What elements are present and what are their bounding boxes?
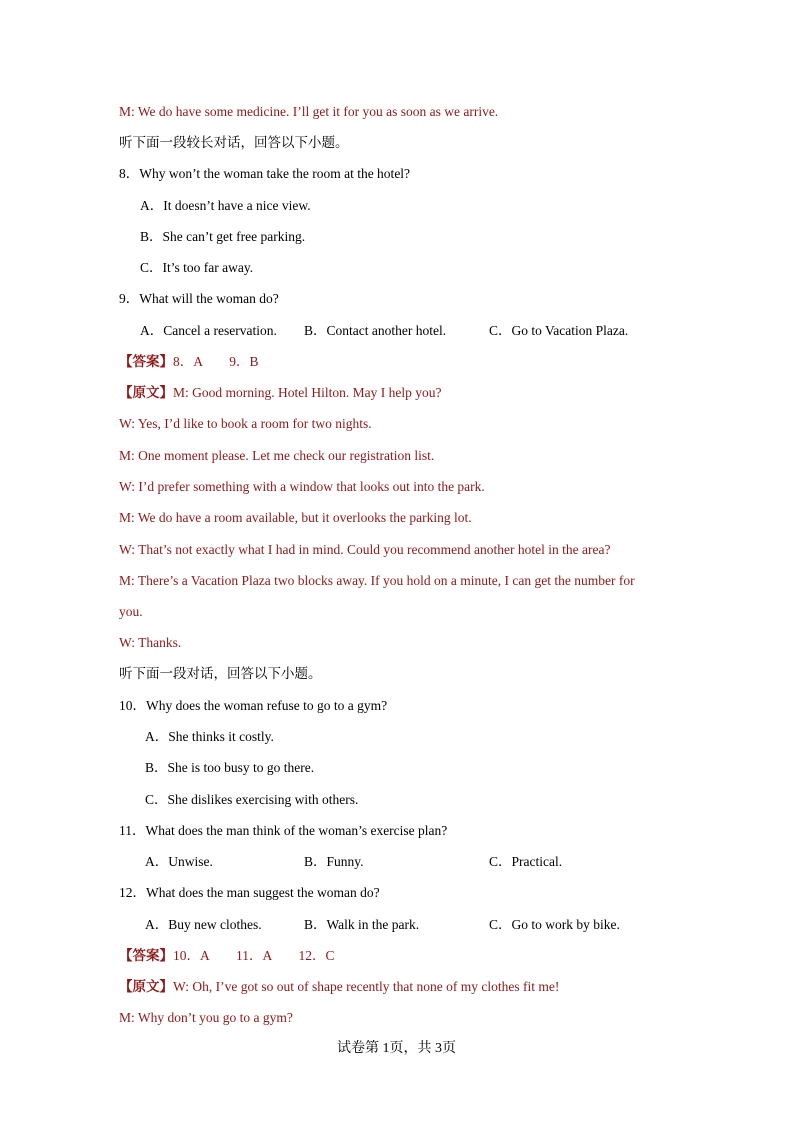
question-9-stem: 9．What will the woman do?: [119, 291, 279, 306]
question-9-option-a: A．Cancel a reservation.: [140, 323, 277, 338]
transcript-tag: 【原文】: [119, 979, 173, 994]
transcript-line: M: One moment please. Let me check our registration list.: [119, 448, 435, 463]
transcript-line: W: That’s not exactly what I had in mind. Could you recommend another hotel in the area?: [119, 542, 611, 557]
question-11-option-b: B．Funny.: [304, 854, 364, 869]
question-11-option-a: A．Unwise.: [145, 854, 213, 869]
section-instruction: 听下面一段较长对话，回答以下小题。: [119, 135, 349, 150]
question-10-option-c: C．She dislikes exercising with others.: [145, 792, 359, 807]
question-10-option-a: A．She thinks it costly.: [145, 729, 274, 744]
answer-text: 10．A 11．A 12．C: [173, 948, 335, 963]
question-9-option-c: C．Go to Vacation Plaza.: [489, 323, 629, 338]
question-12-stem: 12．What does the man suggest the woman do?: [119, 885, 380, 900]
question-9-option-b: B．Contact another hotel.: [304, 323, 447, 338]
transcript-text: M: Good morning. Hotel Hilton. May I help you?: [173, 385, 442, 400]
question-8-option-a: A．It doesn’t have a nice view.: [140, 198, 311, 213]
transcript-1-first: [119, 384, 441, 402]
answer-key-1: [119, 353, 259, 371]
transcript-line: M: Why don’t you go to a gym?: [119, 1010, 293, 1025]
page-footer: 试卷第 1页，共 3页: [337, 1041, 456, 1056]
transcript-line: M: We do have a room available, but it overlooks the parking lot.: [119, 510, 472, 525]
question-8-stem: 8．Why won’t the woman take the room at the hotel?: [119, 166, 411, 181]
transcript-line: M: We do have some medicine. I’ll get it for you as soon as we arrive.: [119, 104, 499, 119]
transcript-2-first: [119, 978, 559, 996]
answer-tag: 【答案】: [119, 354, 173, 369]
question-8-option-b: B．She can’t get free parking.: [140, 229, 306, 244]
transcript-line: W: Yes, I’d like to book a room for two nights.: [119, 416, 372, 431]
question-10-stem: 10．Why does the woman refuse to go to a gym?: [119, 698, 388, 713]
question-11-option-c: C．Practical.: [489, 854, 563, 869]
section-instruction: 听下面一段对话，回答以下小题。: [119, 666, 322, 681]
transcript-line: W: Thanks.: [119, 635, 182, 650]
question-12-option-a: A．Buy new clothes.: [145, 917, 262, 932]
transcript-line: you.: [119, 604, 143, 619]
question-8-option-c: C．It’s too far away.: [140, 260, 254, 275]
answer-tag: 【答案】: [119, 948, 173, 963]
question-12-option-c: C．Go to work by bike.: [489, 917, 620, 932]
transcript-line: M: There’s a Vacation Plaza two blocks away. If you hold on a minute, I can get the number for: [119, 573, 635, 588]
transcript-tag: 【原文】: [119, 385, 173, 400]
question-10-option-b: B．She is too busy to go there.: [145, 760, 315, 775]
answer-text: 8．A 9．B: [173, 354, 259, 369]
transcript-line: W: I’d prefer something with a window that looks out into the park.: [119, 479, 485, 494]
answer-key-2: [119, 947, 335, 965]
question-12-option-b: B．Walk in the park.: [304, 917, 420, 932]
question-11-stem: 11．What does the man think of the woman’s exercise plan?: [119, 823, 448, 838]
transcript-text: W: Oh, I’ve got so out of shape recently that none of my clothes fit me!: [173, 979, 560, 994]
